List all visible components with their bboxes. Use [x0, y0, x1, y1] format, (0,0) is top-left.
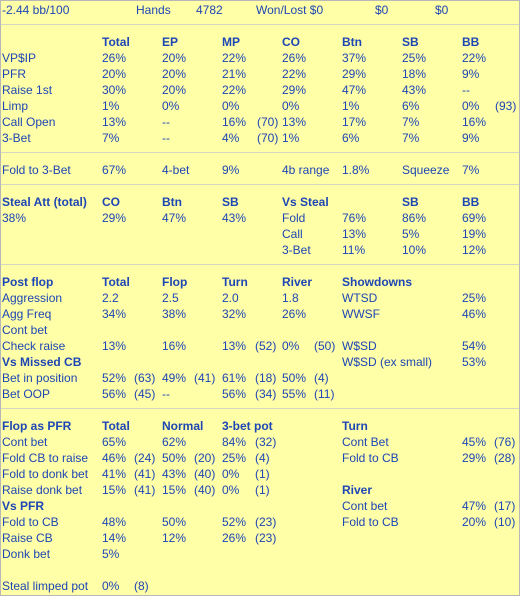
- row-label-river-cont-bet: Cont bet: [342, 499, 388, 513]
- stat-cell: 52%: [102, 371, 127, 385]
- stat-cell: 5%: [402, 227, 420, 241]
- sample-count: (10): [494, 515, 516, 529]
- row-label-steal-limped-pot: Steal limped pot: [2, 579, 89, 593]
- stat-cell: 6%: [402, 99, 420, 113]
- row-label-turn-fold-to-cb: Fold to CB: [342, 451, 399, 465]
- sample-count: (34): [255, 387, 277, 401]
- sample-count: (40): [194, 483, 216, 497]
- sample-count: (8): [134, 579, 149, 593]
- stat-cell: 0%: [462, 99, 480, 113]
- stat-cell: 12%: [462, 243, 487, 257]
- sample-count: (4): [314, 371, 329, 385]
- stat-cell: 0%: [102, 579, 120, 593]
- row-label-aggression: Aggression: [2, 291, 63, 305]
- postflop-header: Post flop: [2, 275, 54, 289]
- row-label-fold-to-cb: Fold to CB: [2, 515, 59, 529]
- stat-cell: 9%: [462, 131, 480, 145]
- sample-count: (11): [314, 387, 335, 401]
- stat-cell: 21%: [222, 67, 247, 81]
- stat-cell: 13%: [222, 339, 247, 353]
- row-label-raise-first: Raise 1st: [2, 83, 53, 97]
- sample-count: (93): [495, 99, 517, 113]
- col-header-ep: EP: [162, 35, 179, 49]
- sample-count: (76): [494, 435, 516, 449]
- stat-cell: 34%: [102, 307, 127, 321]
- stat-cell: 37%: [342, 51, 367, 65]
- stat-cell: 50%: [282, 371, 307, 385]
- stat-cell: 65%: [102, 435, 127, 449]
- vs-steal-header: Vs Steal: [282, 195, 329, 209]
- stat-cell: 54%: [462, 339, 487, 353]
- sample-count: (28): [494, 451, 516, 465]
- stat-cell: 20%: [162, 83, 187, 97]
- sample-count: (40): [194, 467, 216, 481]
- stat-cell: 20%: [162, 51, 187, 65]
- wonlost-label: Won/Lost $0: [256, 3, 324, 17]
- stat-cell: 49%: [162, 371, 187, 385]
- stat-cell: 22%: [222, 83, 247, 97]
- stat-cell: 38%: [162, 307, 187, 321]
- stat-cell: 50%: [162, 451, 187, 465]
- row-label-wsd-ex-small: W$SD (ex small): [342, 355, 433, 369]
- stat-cell: 22%: [222, 51, 247, 65]
- stat-cell: 13%: [102, 339, 127, 353]
- stat-cell: 10%: [402, 243, 427, 257]
- stat-cell: 0%: [222, 99, 240, 113]
- stat-cell: 38%: [2, 211, 27, 225]
- row-label-river-fold-to-cb: Fold to CB: [342, 515, 399, 529]
- sample-count: (4): [255, 451, 270, 465]
- stat-cell: 45%: [462, 435, 487, 449]
- stat-cell: 1%: [342, 99, 360, 113]
- stat-cell: 0%: [282, 339, 300, 353]
- separator: [1, 264, 519, 265]
- row-label-raise-donk-bet: Raise donk bet: [2, 483, 83, 497]
- stat-cell: 20%: [162, 67, 187, 81]
- sample-count: (1): [255, 483, 270, 497]
- stat-cell: 13%: [102, 115, 127, 129]
- vs-steal-header-sb: SB: [402, 195, 419, 209]
- stat-cell: 29%: [462, 451, 487, 465]
- sample-count: (50): [314, 339, 336, 353]
- row-label-wtsd: WTSD: [342, 291, 378, 305]
- separator: [1, 152, 519, 153]
- stat-cell: 62%: [162, 435, 187, 449]
- sample-count: (41): [134, 467, 156, 481]
- stat-cell: 61%: [222, 371, 247, 385]
- row-label-fold-to-donk-bet: Fold to donk bet: [2, 467, 89, 481]
- fourbet-range-value: 1.8%: [342, 163, 370, 177]
- turn-header: Turn: [342, 419, 368, 433]
- stat-cell: 0%: [162, 99, 180, 113]
- stat-cell: 13%: [282, 115, 307, 129]
- stat-cell: 41%: [102, 467, 127, 481]
- row-label-fold: Fold: [282, 211, 306, 225]
- stat-cell: 12%: [162, 531, 187, 545]
- stat-cell: 29%: [282, 83, 307, 97]
- stat-cell: --: [462, 83, 470, 97]
- river-header: River: [342, 483, 373, 497]
- stat-cell: 55%: [282, 387, 307, 401]
- stat-cell: 11%: [342, 243, 366, 257]
- row-label-fold-cb-to-raise: Fold CB to raise: [2, 451, 89, 465]
- stat-cell: 0%: [282, 99, 300, 113]
- stat-cell: 7%: [102, 131, 120, 145]
- sample-count: (20): [194, 451, 216, 465]
- row-label-call: Call: [282, 227, 303, 241]
- sample-count: (70): [257, 131, 279, 145]
- stat-cell: 7%: [402, 131, 420, 145]
- stat-cell: 13%: [342, 227, 367, 241]
- stat-cell: 17%: [342, 115, 367, 129]
- stat-cell: 6%: [342, 131, 360, 145]
- stat-cell: 46%: [462, 307, 487, 321]
- row-label-wwsf: WWSF: [342, 307, 380, 321]
- sample-count: (41): [194, 371, 216, 385]
- stat-cell: 46%: [102, 451, 127, 465]
- row-label-cont-bet: Cont bet: [2, 435, 48, 449]
- stat-cell: 25%: [402, 51, 427, 65]
- stat-cell: --: [162, 387, 170, 401]
- col-header-bb: BB: [462, 35, 480, 49]
- stat-cell: 15%: [102, 483, 127, 497]
- fold-to-3bet-value: 67%: [102, 163, 127, 177]
- row-label-check-raise: Check raise: [2, 339, 66, 353]
- postflop-header-turn: Turn: [222, 275, 248, 289]
- row-label-3bet: 3-Bet: [2, 131, 31, 145]
- fourbet-range-label: 4b range: [282, 163, 330, 177]
- stat-cell: 1%: [282, 131, 300, 145]
- stat-cell: 25%: [222, 451, 247, 465]
- sample-count: (32): [255, 435, 277, 449]
- row-label-bet-oop: Bet OOP: [2, 387, 51, 401]
- sample-count: (17): [494, 499, 516, 513]
- flop-as-pfr-header: Flop as PFR: [2, 419, 72, 433]
- row-label-3bet: 3-Bet: [282, 243, 311, 257]
- fourbet-value: 9%: [222, 163, 240, 177]
- stat-cell: 29%: [102, 211, 127, 225]
- fold-to-3bet-label: Fold to 3-Bet: [2, 163, 71, 177]
- stat-cell: 32%: [222, 307, 247, 321]
- stat-cell: 52%: [222, 515, 247, 529]
- sample-count: (41): [134, 483, 156, 497]
- stat-cell: 47%: [462, 499, 487, 513]
- stat-cell: 20%: [462, 515, 487, 529]
- row-label-raise-cb: Raise CB: [2, 531, 53, 545]
- flop-pfr-header-total: Total: [102, 419, 130, 433]
- sample-count: (18): [255, 371, 277, 385]
- col-header-sb: SB: [402, 35, 419, 49]
- stat-cell: 2.0: [222, 291, 239, 305]
- stat-cell: 16%: [162, 339, 187, 353]
- sample-count: (45): [134, 387, 156, 401]
- hands-value: 4782: [196, 3, 223, 17]
- col-header-total: Total: [102, 35, 130, 49]
- stat-cell: 47%: [342, 83, 367, 97]
- sample-count: (70): [257, 115, 279, 129]
- stat-cell: 84%: [222, 435, 247, 449]
- stat-cell: 86%: [402, 211, 427, 225]
- stat-cell: 2.5: [162, 291, 179, 305]
- postflop-header-river: River: [282, 275, 313, 289]
- stat-cell: 43%: [162, 467, 187, 481]
- flop-pfr-header-normal: Normal: [162, 419, 204, 433]
- steal-header-total: Steal Att (total): [2, 195, 87, 209]
- flop-pfr-header-3bet-pot: 3-bet pot: [222, 419, 273, 433]
- stat-cell: 16%: [462, 115, 487, 129]
- stat-cell: 7%: [402, 115, 420, 129]
- stat-cell: 26%: [282, 51, 307, 65]
- stat-cell: 1.8: [282, 291, 299, 305]
- steal-header-co: CO: [102, 195, 120, 209]
- col-header-mp: MP: [222, 35, 240, 49]
- stat-cell: 1%: [102, 99, 120, 113]
- stat-cell: 69%: [462, 211, 487, 225]
- stat-cell: --: [162, 131, 170, 145]
- row-label-donk-bet: Donk bet: [2, 547, 51, 561]
- postflop-header-flop: Flop: [162, 275, 188, 289]
- hands-label: Hands: [136, 3, 171, 17]
- wonlost-col2: $0: [435, 3, 449, 17]
- stat-cell: 56%: [102, 387, 127, 401]
- postflop-header-total: Total: [102, 275, 130, 289]
- vs-missed-cb-header: Vs Missed CB: [2, 355, 82, 369]
- stat-cell: 30%: [102, 83, 127, 97]
- stat-cell: 29%: [342, 67, 367, 81]
- col-header-co: CO: [282, 35, 300, 49]
- row-label-vpip: VP$IP: [2, 51, 37, 65]
- stat-cell: 25%: [462, 291, 487, 305]
- stat-cell: 22%: [282, 67, 307, 81]
- stat-cell: 20%: [102, 67, 127, 81]
- row-label-wsd: W$SD: [342, 339, 377, 353]
- row-label-call-open: Call Open: [2, 115, 56, 129]
- stat-cell: 50%: [162, 515, 187, 529]
- sample-count: (52): [255, 339, 277, 353]
- separator: [1, 408, 519, 409]
- sample-count: (23): [255, 515, 277, 529]
- stat-cell: 48%: [102, 515, 127, 529]
- stat-cell: 15%: [162, 483, 187, 497]
- separator: [1, 24, 519, 25]
- sample-count: (23): [255, 531, 277, 545]
- squeeze-label: Squeeze: [402, 163, 450, 177]
- stat-cell: 9%: [462, 67, 480, 81]
- row-label-bet-in-position: Bet in position: [2, 371, 78, 385]
- vs-pfr-header: Vs PFR: [2, 499, 45, 513]
- stat-cell: 26%: [222, 531, 247, 545]
- stat-cell: 2.2: [102, 291, 119, 305]
- stat-cell: 56%: [222, 387, 247, 401]
- row-label-cont-bet: Cont bet: [2, 323, 48, 337]
- sample-count: (63): [134, 371, 156, 385]
- stat-cell: 14%: [102, 531, 127, 545]
- stat-cell: 22%: [462, 51, 487, 65]
- showdowns-header: Showdowns: [342, 275, 412, 289]
- stat-cell: 47%: [162, 211, 187, 225]
- stat-cell: 26%: [102, 51, 127, 65]
- stat-cell: 76%: [342, 211, 367, 225]
- steal-header-btn: Btn: [162, 195, 182, 209]
- row-label-limp: Limp: [2, 99, 29, 113]
- separator: [1, 184, 519, 185]
- squeeze-value: 7%: [462, 163, 480, 177]
- stat-cell: 53%: [462, 355, 487, 369]
- steal-header-sb: SB: [222, 195, 239, 209]
- stat-cell: 26%: [282, 307, 307, 321]
- stat-cell: 0%: [222, 467, 240, 481]
- sample-count: (1): [255, 467, 270, 481]
- stat-cell: 4%: [222, 131, 240, 145]
- stat-cell: 18%: [402, 67, 427, 81]
- stat-cell: 43%: [222, 211, 247, 225]
- sample-count: (24): [134, 451, 156, 465]
- stat-cell: 43%: [402, 83, 427, 97]
- col-header-btn: Btn: [342, 35, 362, 49]
- vs-steal-header-bb: BB: [462, 195, 480, 209]
- row-label-agg-freq: Agg Freq: [2, 307, 52, 321]
- wonlost-col1: $0: [375, 3, 389, 17]
- row-label-pfr: PFR: [2, 67, 26, 81]
- bb100-value: -2.44 bb/100: [2, 3, 70, 17]
- stat-cell: 16%: [222, 115, 247, 129]
- stat-cell: 19%: [462, 227, 487, 241]
- stat-cell: --: [162, 115, 170, 129]
- fourbet-label: 4-bet: [162, 163, 190, 177]
- row-label-turn-cont-bet: Cont Bet: [342, 435, 389, 449]
- stat-cell: 0%: [222, 483, 240, 497]
- stat-cell: 5%: [102, 547, 120, 561]
